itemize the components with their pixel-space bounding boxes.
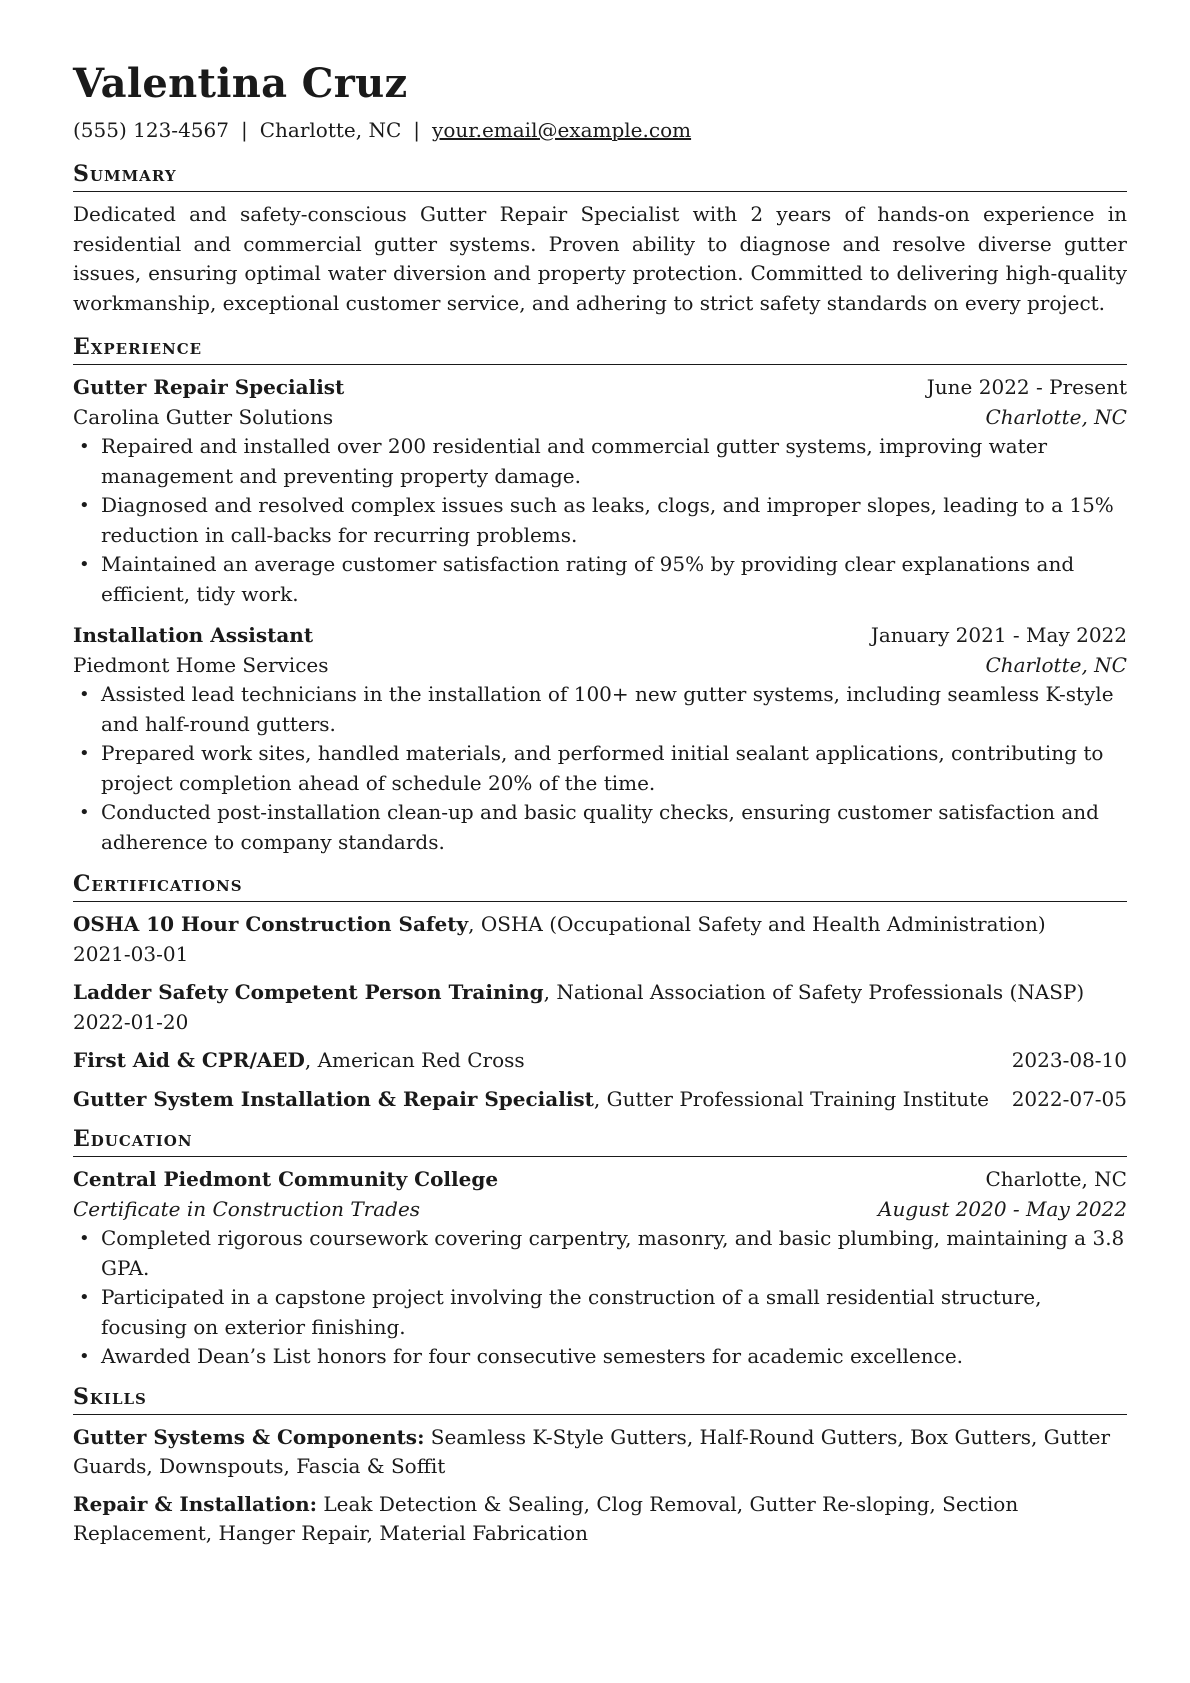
job-location: Charlotte, NC <box>985 652 1127 677</box>
education-entry <box>73 1165 1127 1372</box>
section-title-experience: Experience <box>73 332 1127 365</box>
bullet-item: • Awarded Dean’s List honors for four consecutive semesters for academic excellence. <box>73 1342 1127 1372</box>
cert-date: 2022-07-05 <box>1011 1086 1127 1111</box>
cert-name: First Aid & CPR/AED <box>73 1048 305 1072</box>
contact-line <box>73 116 1127 145</box>
bullet-item: • Conducted post-installation clean-up and basic quality checks, ensuring customer satisfaction and adherence to company standards. <box>73 798 1127 857</box>
summary-text: Dedicated and safety-conscious Gutter Repair Specialist with 2 years of hands-on experience in residential and commercial gutter systems. Proven ability to diagnose and resolve diverse gutter issues, ensuring optimal water diversion and property protection. Committed to delivering high-quality workmanship, exceptional customer service, and adhering to strict safety standards on every project. <box>73 202 1127 315</box>
job-title: Gutter Repair Specialist <box>73 375 345 399</box>
certification-entry <box>73 910 1127 969</box>
bullet-item: • Diagnosed and resolved complex issues such as leaks, clogs, and improper slopes, leading to a 15% reduction in call-backs for recurring problems. <box>73 491 1127 550</box>
company-name: Piedmont Home Services <box>73 652 329 677</box>
section-title-summary: Summary <box>73 159 1127 192</box>
job-entry <box>73 373 1127 609</box>
degree: Certificate in Construction Trades <box>73 1196 421 1221</box>
job-dates: January 2021 - May 2022 <box>870 623 1127 647</box>
section-title-education: Education <box>73 1124 1127 1157</box>
section-title-certifications: Certifications <box>73 869 1127 902</box>
cert-date: 2023-08-10 <box>1011 1048 1127 1072</box>
candidate-name: Valentina Cruz <box>73 60 408 107</box>
skill-label: Repair & Installation: <box>73 1491 318 1516</box>
cert-issuer: , National Association of Safety Professionals (NASP) <box>543 980 1085 1004</box>
phone-number: (555) 123-4567 <box>73 118 229 142</box>
location: Charlotte, NC <box>259 118 402 142</box>
certification-entry <box>73 1046 1127 1076</box>
job-title: Installation Assistant <box>73 623 314 647</box>
section-title-skills: Skills <box>73 1382 1127 1415</box>
bullet-item: • Prepared work sites, handled materials, and performed initial sealant applications, contributing to project completion ahead of schedule 20% of the time. <box>73 739 1127 798</box>
skill-label: Gutter Systems & Components: <box>73 1424 425 1449</box>
bullet-item: • Repaired and installed over 200 residential and commercial gutter systems, improving water management and preventing property damage. <box>73 432 1127 491</box>
separator: | <box>413 118 421 142</box>
cert-issuer: , American Red Cross <box>304 1048 525 1072</box>
cert-issuer: , OSHA (Occupational Safety and Health Administration) <box>468 912 1046 936</box>
email-link[interactable]: your.email@example.com <box>432 118 692 142</box>
resume-page <box>73 58 1127 1557</box>
skill-entry <box>73 1490 1127 1549</box>
cert-issuer: , Gutter Professional Training Institute <box>593 1086 989 1111</box>
separator: | <box>240 118 248 142</box>
education-dates: August 2020 - May 2022 <box>878 1196 1127 1221</box>
skill-text: Leak Detection & Sealing, Clog Removal, Gutter Re-sloping, Section Replacement, Hanger Repair, Material Fabrication <box>73 1491 1019 1545</box>
certification-entry <box>73 1085 1127 1115</box>
education-bullets <box>73 1224 1127 1372</box>
school-location: Charlotte, NC <box>985 1167 1127 1191</box>
cert-date: 2022-01-20 <box>73 1009 189 1034</box>
job-location: Charlotte, NC <box>985 404 1127 429</box>
bullet-item: • Maintained an average customer satisfaction rating of 95% by providing clear explanations and efficient, tidy work. <box>73 550 1127 609</box>
job-bullets <box>73 432 1127 609</box>
job-bullets <box>73 680 1127 857</box>
bullet-item: • Participated in a capstone project involving the construction of a small residential structure, focusing on exterior finishing. <box>73 1283 1127 1342</box>
bullet-item: • Completed rigorous coursework covering carpentry, masonry, and basic plumbing, maintaining a 3.8 GPA. <box>73 1224 1127 1283</box>
skill-entry <box>73 1423 1127 1482</box>
school-name: Central Piedmont Community College <box>73 1167 499 1191</box>
skill-text: Seamless K-Style Gutters, Half-Round Gutters, Box Gutters, Gutter Guards, Downspouts, Fascia & Soffit <box>73 1424 1111 1478</box>
cert-name: Ladder Safety Competent Person Training <box>73 980 544 1004</box>
cert-name: OSHA 10 Hour Construction Safety <box>73 912 469 936</box>
company-name: Carolina Gutter Solutions <box>73 404 334 429</box>
certification-entry <box>73 978 1127 1037</box>
cert-date: 2021-03-01 <box>73 941 189 966</box>
job-entry <box>73 621 1127 857</box>
bullet-item: • Assisted lead technicians in the installation of 100+ new gutter systems, including seamless K-style and half-round gutters. <box>73 680 1127 739</box>
cert-name: Gutter System Installation & Repair Specialist <box>73 1086 594 1111</box>
job-dates: June 2022 - Present <box>926 375 1127 399</box>
